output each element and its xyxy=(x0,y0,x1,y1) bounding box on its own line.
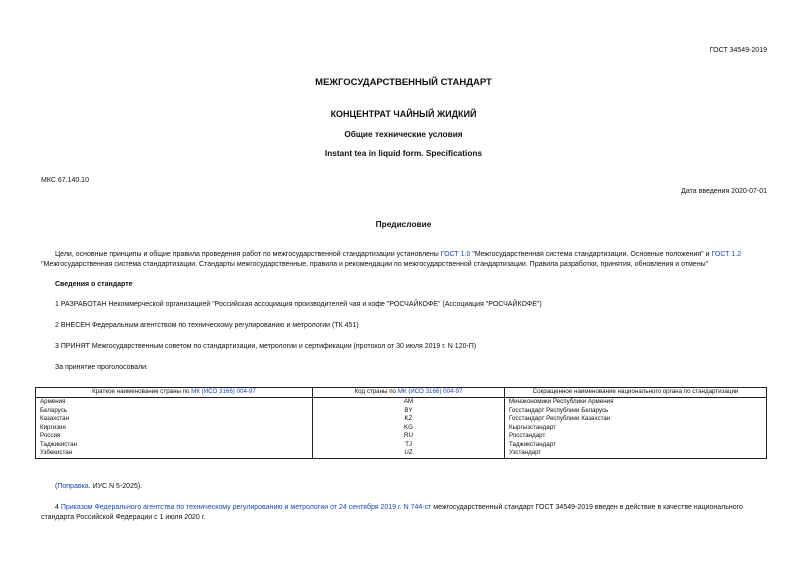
code-cell: KG xyxy=(313,424,505,433)
body-cell: Росстандарт xyxy=(505,432,767,441)
body-cell: Таджикстандарт xyxy=(505,441,767,450)
header-code-prefix: Код страны по xyxy=(354,388,398,396)
item4-text: межгосударственный стандарт ГОСТ 34549-2019 введен в действие в качестве национального стандарта Российской Федерации с 1 июля 2020 г. xyxy=(41,504,743,521)
intro-text-mid: "Межгосударственная система стандартизации. Основные положения" и xyxy=(470,251,712,258)
table-row xyxy=(36,398,767,407)
effective-date: Дата введения 2020-07-01 xyxy=(681,188,767,195)
header-country-name xyxy=(36,388,313,398)
table-row xyxy=(36,432,767,441)
standard-subtitle: Общие технические условия xyxy=(344,129,463,139)
foreword-intro xyxy=(41,250,771,270)
mk-iso-link-2[interactable]: МК (ИСО 3166) 004-97 xyxy=(397,388,463,396)
table-row xyxy=(36,407,767,416)
header-country-code xyxy=(313,388,505,398)
code-cell: TJ xyxy=(313,441,505,450)
country-cell: Армения xyxy=(36,398,313,407)
standard-category: МЕЖГОСУДАРСТВЕННЫЙ СТАНДАРТ xyxy=(315,77,492,88)
body-cell: Минэкономики Республики Армения xyxy=(505,398,767,407)
table-row xyxy=(36,449,767,458)
code-cell: RU xyxy=(313,432,505,441)
item4-number: 4 xyxy=(55,504,61,511)
amendment-open: ( xyxy=(55,483,58,490)
standard-info-heading: Сведения о стандарте xyxy=(55,281,133,288)
table-row xyxy=(36,415,767,424)
body-cell: Госстандарт Республики Беларусь xyxy=(505,407,767,416)
standard-title: КОНЦЕНТРАТ ЧАЙНЫЙ ЖИДКИЙ xyxy=(330,109,477,119)
order-link[interactable]: Приказом Федерального агентства по техническому регулированию и метрологии от 24 сентября 2019 г. N 744-ст xyxy=(60,504,432,511)
code-cell: BY xyxy=(313,407,505,416)
body-cell: Госстандарт Республики Казахстан xyxy=(505,415,767,424)
info-item-4 xyxy=(41,503,771,523)
amendment-link[interactable]: Поправка xyxy=(57,483,89,490)
mk-iso-link-1[interactable]: МК (ИСО 3166) 004-97 xyxy=(191,388,256,396)
table-header-row xyxy=(36,388,767,398)
gost-1-2-link[interactable]: ГОСТ 1.2 xyxy=(711,251,742,258)
voted-label: За принятие проголосовали: xyxy=(55,364,148,371)
table-row xyxy=(36,424,767,433)
table-row xyxy=(36,441,767,450)
voting-states-table xyxy=(35,387,767,459)
mks-code: МКС 67.140.10 xyxy=(41,177,89,184)
info-item-2: 2 ВНЕСЕН Федеральным агентством по техническому регулированию и метрологии (ТК 451) xyxy=(55,322,359,329)
code-cell: KZ xyxy=(313,415,505,424)
foreword-heading: Предисловие xyxy=(375,219,432,229)
amendment-note xyxy=(55,482,142,492)
info-item-3: 3 ПРИНЯТ Межгосударственным советом по стандартизации, метрологии и сертификации (протокол от 30 июля 2019 г. N 120-П) xyxy=(55,343,477,350)
country-cell: Россия xyxy=(36,432,313,441)
country-cell: Узбекистан xyxy=(36,449,313,458)
standard-english-title: Instant tea in liquid form. Specifications xyxy=(324,148,483,158)
code-cell: UZ xyxy=(313,449,505,458)
gost-1-0-link[interactable]: ГОСТ 1.0 xyxy=(440,251,471,258)
code-cell: AM xyxy=(313,398,505,407)
country-cell: Беларусь xyxy=(36,407,313,416)
header-country-prefix: Краткое наименование страны по xyxy=(92,388,192,396)
document-code: ГОСТ 34549-2019 xyxy=(709,47,767,54)
intro-text-suffix: "Межгосударственная система стандартизации. Стандарты межгосударственные, правила и рекомендации по межгосударственной стандартизации. Правила разработки, принятия, обновления и отмены" xyxy=(41,261,709,268)
amendment-text: . ИУС N 5-2025). xyxy=(88,483,143,490)
intro-text-prefix: Цели, основные принципы и общие правила проведения работ по межгосударственной стандартизации установлены xyxy=(55,251,441,258)
body-cell: Кыргызстандарт xyxy=(505,424,767,433)
country-cell: Казахстан xyxy=(36,415,313,424)
header-standards-body: Сокращенное наименование национального органа по стандартизации xyxy=(505,388,767,398)
body-cell: Узстандарт xyxy=(505,449,767,458)
country-cell: Таджикистан xyxy=(36,441,313,450)
country-cell: Киргизия xyxy=(36,424,313,433)
info-item-1: 1 РАЗРАБОТАН Некоммерческой организацией "Российская ассоциация производителей чая и кофе "РОСЧАЙКОФЕ" (Ассоциация "РОСЧАЙКОФЕ") xyxy=(55,301,542,308)
